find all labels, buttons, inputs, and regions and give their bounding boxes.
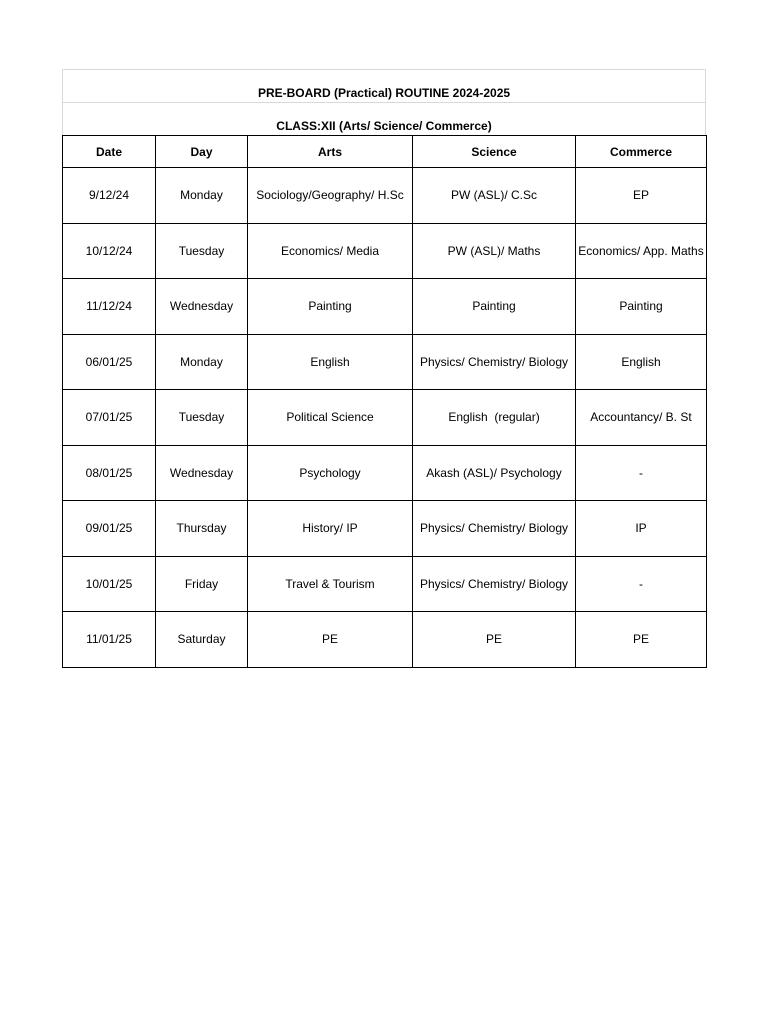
cell-date: 11/01/25 [63,612,156,668]
cell-science: Physics/ Chemistry/ Biology [413,334,576,390]
table-row [63,556,707,612]
cell-date: 06/01/25 [63,334,156,390]
cell-science: Physics/ Chemistry/ Biology [413,501,576,557]
cell-commerce: English [576,334,707,390]
cell-commerce: Accountancy/ B. St [576,390,707,446]
header-science: Science [413,136,576,168]
class-line-row [62,102,706,135]
routine-table [62,135,707,668]
cell-science: PW (ASL)/ C.Sc [413,168,576,224]
cell-arts: Economics/ Media [248,223,413,279]
cell-commerce: EP [576,168,707,224]
cell-science: PW (ASL)/ Maths [413,223,576,279]
cell-science: English (regular) [413,390,576,446]
cell-science: PE [413,612,576,668]
cell-day: Friday [156,556,248,612]
cell-day: Saturday [156,612,248,668]
table-row [63,501,707,557]
cell-arts: PE [248,612,413,668]
header-date: Date [63,136,156,168]
table-row [63,223,707,279]
cell-arts: Painting [248,279,413,335]
cell-day: Monday [156,334,248,390]
cell-science: Physics/ Chemistry/ Biology [413,556,576,612]
document-title-row [62,69,706,102]
cell-date: 10/01/25 [63,556,156,612]
header-arts: Arts [248,136,413,168]
cell-day: Monday [156,168,248,224]
cell-arts: English [248,334,413,390]
cell-day: Wednesday [156,445,248,501]
cell-commerce: - [576,556,707,612]
table-header-row [63,136,707,168]
cell-commerce: Economics/ App. Maths [576,223,707,279]
cell-date: 08/01/25 [63,445,156,501]
cell-day: Thursday [156,501,248,557]
cell-day: Tuesday [156,390,248,446]
cell-commerce: - [576,445,707,501]
cell-date: 11/12/24 [63,279,156,335]
table-row [63,334,707,390]
cell-date: 9/12/24 [63,168,156,224]
cell-date: 07/01/25 [63,390,156,446]
routine-sheet [62,69,706,668]
cell-science: Akash (ASL)/ Psychology [413,445,576,501]
table-row [63,612,707,668]
table-row [63,168,707,224]
cell-day: Wednesday [156,279,248,335]
cell-arts: Sociology/Geography/ H.Sc [248,168,413,224]
table-row [63,445,707,501]
header-day: Day [156,136,248,168]
cell-day: Tuesday [156,223,248,279]
cell-arts: Political Science [248,390,413,446]
header-commerce: Commerce [576,136,707,168]
document-title: PRE-BOARD (Practical) ROUTINE 2024-2025 [257,86,511,100]
table-row [63,279,707,335]
cell-commerce: IP [576,501,707,557]
class-line: CLASS:XII (Arts/ Science/ Commerce) [276,119,492,133]
cell-arts: History/ IP [248,501,413,557]
cell-date: 10/12/24 [63,223,156,279]
cell-commerce: Painting [576,279,707,335]
cell-arts: Travel & Tourism [248,556,413,612]
cell-science: Painting [413,279,576,335]
cell-date: 09/01/25 [63,501,156,557]
table-row [63,390,707,446]
cell-arts: Psychology [248,445,413,501]
cell-commerce: PE [576,612,707,668]
